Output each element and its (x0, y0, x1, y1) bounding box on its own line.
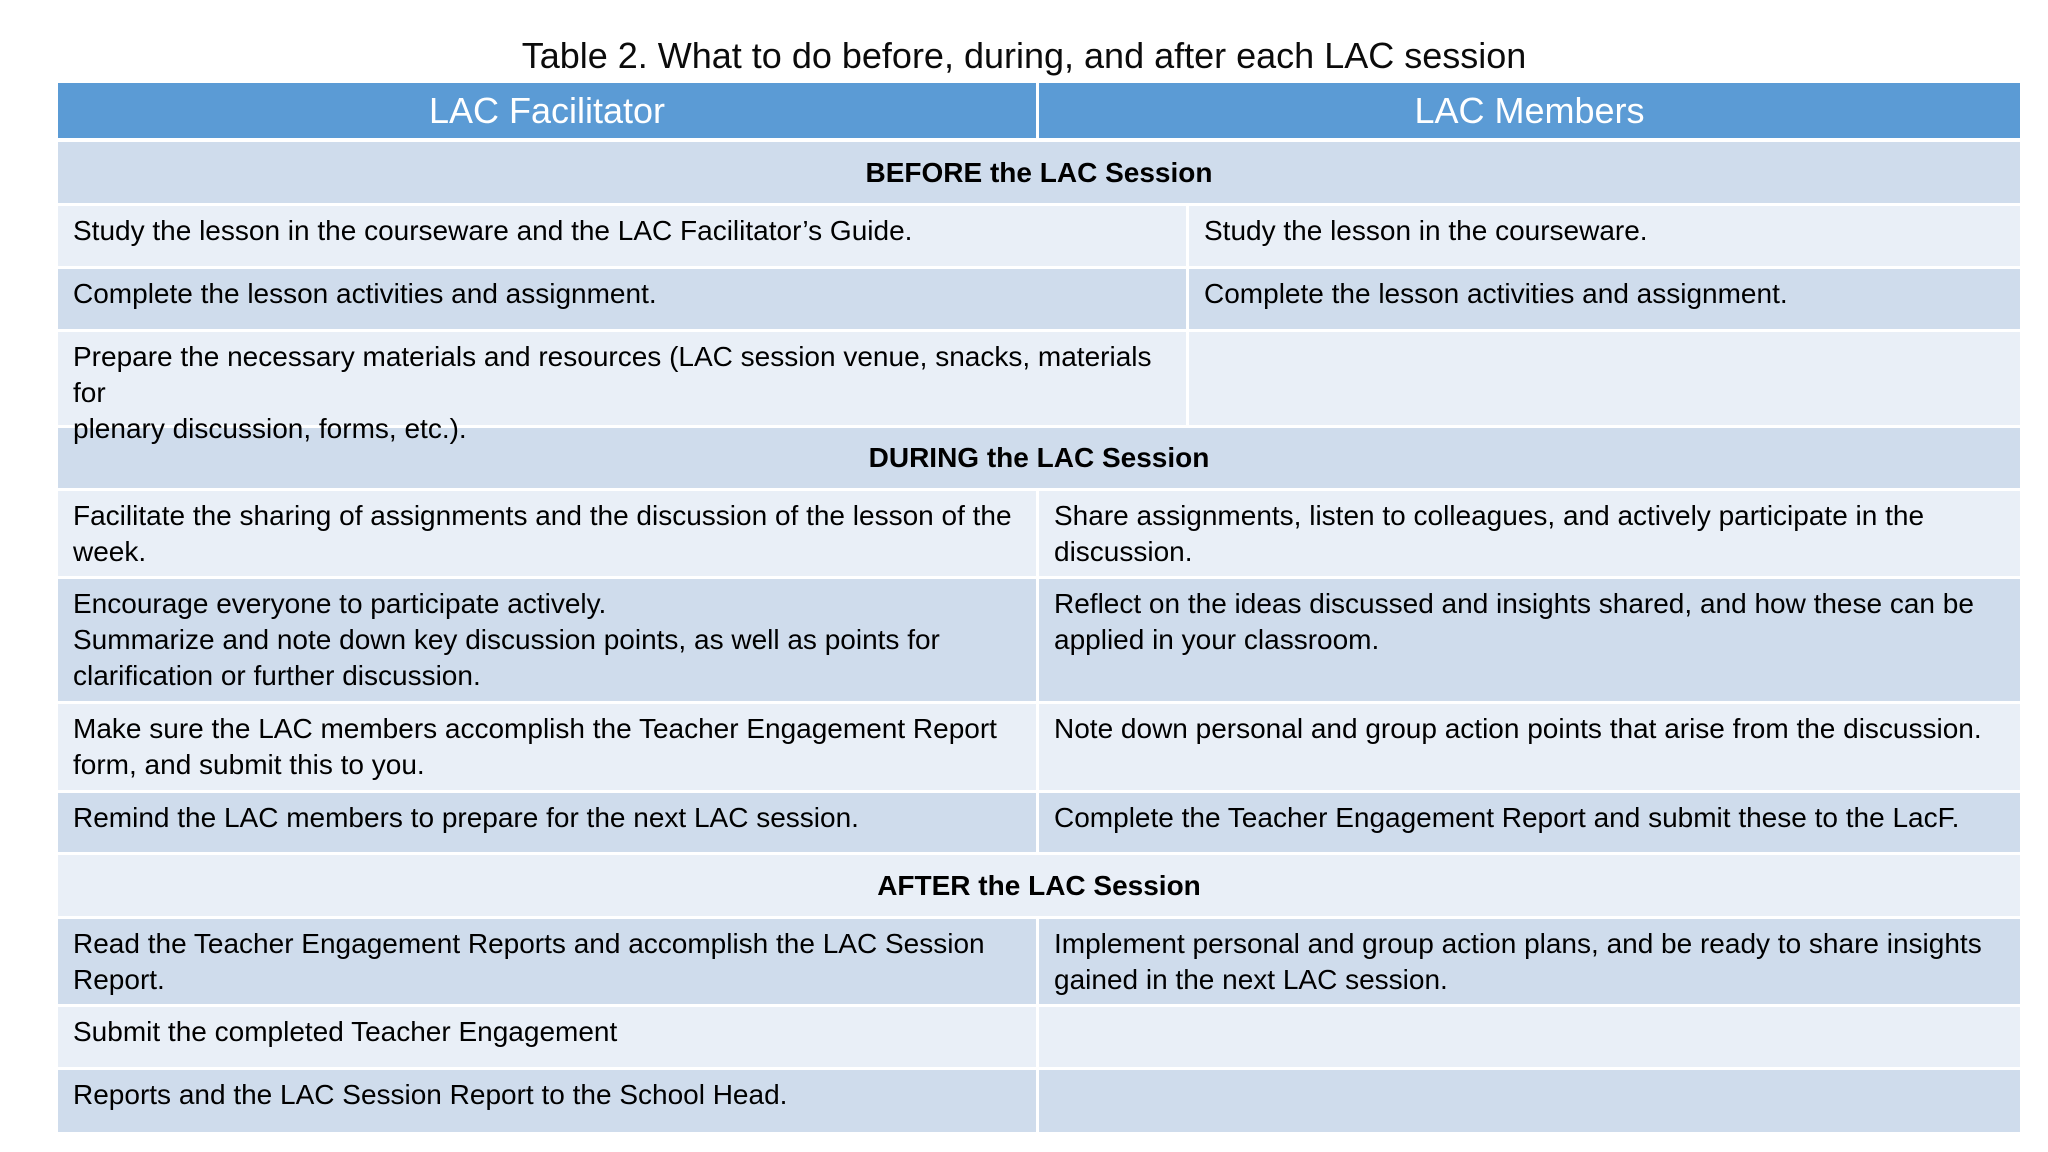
members-cell: Share assignments, listen to colleagues, and actively participate in the discussion. (1054, 500, 1925, 567)
header-facilitator: LAC Facilitator (58, 83, 1039, 138)
facilitator-cell: Remind the LAC members to prepare for the next LAC session. (58, 793, 1039, 852)
table-row (58, 269, 2020, 332)
table-row (58, 793, 2020, 855)
facilitator-cell: Submit the completed Teacher Engagement (58, 1007, 1039, 1067)
facilitator-cell: Make sure the LAC members accomplish the Teacher Engagement Report form, and submit this to you. (58, 704, 1039, 790)
table-row (58, 206, 2020, 269)
section-label: BEFORE the LAC Session (865, 156, 1213, 188)
members-cell (1189, 332, 2020, 425)
members-cell: Complete the lesson activities and assignment. (1204, 278, 1788, 309)
members-cell: Implement personal and group action plans, and be ready to share insights gained in the next LAC session. (1054, 928, 1982, 995)
table-row (58, 1007, 2020, 1070)
table-row (58, 579, 2020, 704)
section-before (58, 142, 2020, 206)
members-cell: Reflect on the ideas discussed and insights shared, and how these can be applied in your classroom. (1054, 588, 1974, 655)
facilitator-cell: Read the Teacher Engagement Reports and accomplish the LAC Session Report. (58, 919, 1039, 1004)
table-row (58, 919, 2020, 1007)
header-members: LAC Members (1414, 89, 1645, 131)
members-cell: Note down personal and group action points that arise from the discussion. (1054, 713, 1982, 744)
facilitator-cell: Complete the lesson activities and assignment. (58, 269, 1189, 329)
members-cell: Complete the Teacher Engagement Report and submit these to the LacF. (1054, 802, 1960, 833)
table-row (58, 491, 2020, 579)
section-label: AFTER the LAC Session (877, 869, 1201, 901)
table-row (58, 1070, 2020, 1132)
table-header (58, 83, 2020, 142)
section-label: DURING the LAC Session (868, 442, 1210, 473)
facilitator-cell: Prepare the necessary materials and resources (LAC session venue, snacks, materials for plenary discussion, forms, etc.). (58, 332, 1189, 425)
members-cell (1039, 1007, 2020, 1067)
activity-table (58, 83, 2020, 1132)
table-title: Table 2. What to do before, during, and after each LAC session (521, 35, 1527, 76)
table-row (58, 332, 2020, 444)
facilitator-cell: Encourage everyone to participate actively. Summarize and note down key discussion points, as well as points for clarification or further discussion. (58, 579, 1039, 701)
facilitator-cell: Reports and the LAC Session Report to the School Head. (58, 1070, 1039, 1132)
facilitator-cell: Facilitate the sharing of assignments and the discussion of the lesson of the week. (58, 491, 1039, 576)
members-cell (1039, 1070, 2020, 1132)
members-cell: Study the lesson in the courseware. (1204, 215, 1648, 246)
section-after (58, 855, 2020, 919)
facilitator-cell: Study the lesson in the courseware and the LAC Facilitator’s Guide. (58, 206, 1189, 266)
table-row (58, 704, 2020, 793)
